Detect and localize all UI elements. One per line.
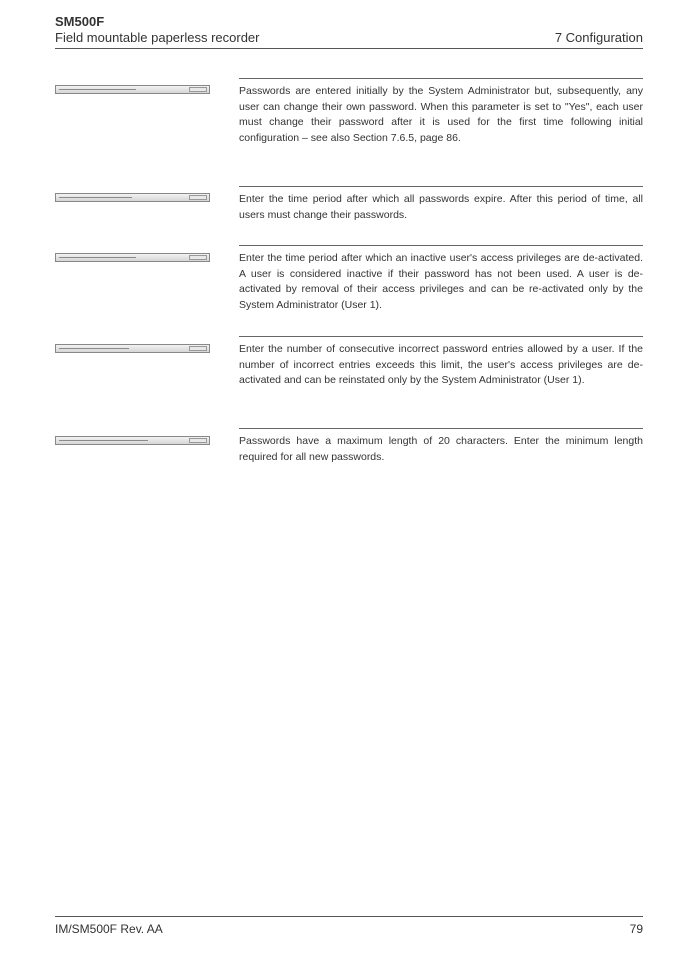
footer-divider bbox=[55, 916, 643, 917]
parameter-field-button bbox=[189, 255, 207, 260]
parameter-description bbox=[239, 78, 643, 146]
description-text: Enter the number of consecutive incorrect password entries allowed by a user. If the number of incorrect entries exceeds this limit, the user's access privileges are de-activated and can be reinstated only by the System Administrator (User 1). bbox=[239, 343, 643, 387]
parameter-description bbox=[239, 428, 643, 465]
parameter-field-image bbox=[55, 253, 210, 262]
description-text: Enter the time period after which an inactive user's access privileges are de-activated. A user is considered inactive if their password has not been used. A user is de-activated by removal of their access privileges and can be re-activated only by the System Administrator (User 1). bbox=[239, 252, 643, 311]
description-text: Passwords have a maximum length of 20 characters. Enter the minimum length required for all new passwords. bbox=[239, 435, 643, 463]
parameter-field-fill bbox=[59, 257, 136, 258]
description-divider bbox=[239, 245, 643, 246]
description-text: Passwords are entered initially by the System Administrator but, subsequently, any user can change their own password. When this parameter is set to "Yes", each user must change their password after it is used for the first time following initial configuration – see also Section 7.6.5, page 86. bbox=[239, 85, 643, 144]
parameter-field-button bbox=[189, 438, 207, 443]
page-number: 79 bbox=[629, 922, 643, 936]
description-text: Enter the time period after which all passwords expire. After this period of time, all users must change their passwords. bbox=[239, 193, 643, 221]
description-divider bbox=[239, 186, 643, 187]
parameter-field-button bbox=[189, 195, 207, 200]
section-title: 7 Configuration bbox=[554, 30, 643, 45]
header-divider bbox=[55, 48, 643, 49]
parameter-field-fill bbox=[59, 440, 148, 441]
parameter-field-image bbox=[55, 193, 210, 202]
parameter-field-button bbox=[189, 87, 207, 92]
description-divider bbox=[239, 428, 643, 429]
document-subtitle: Field mountable paperless recorder bbox=[55, 30, 260, 45]
parameter-field-fill bbox=[59, 197, 132, 198]
parameter-field-fill bbox=[59, 348, 129, 349]
parameter-field-fill bbox=[59, 89, 136, 90]
document-title: SM500F bbox=[55, 14, 105, 29]
description-divider bbox=[239, 336, 643, 337]
document-id: IM/SM500F Rev. AA bbox=[55, 922, 163, 936]
parameter-field-image bbox=[55, 85, 210, 94]
parameter-field-image bbox=[55, 436, 210, 445]
parameter-description bbox=[239, 245, 643, 313]
description-divider bbox=[239, 78, 643, 79]
parameter-field-button bbox=[189, 346, 207, 351]
parameter-description bbox=[239, 336, 643, 389]
parameter-description bbox=[239, 186, 643, 223]
parameter-field-image bbox=[55, 344, 210, 353]
